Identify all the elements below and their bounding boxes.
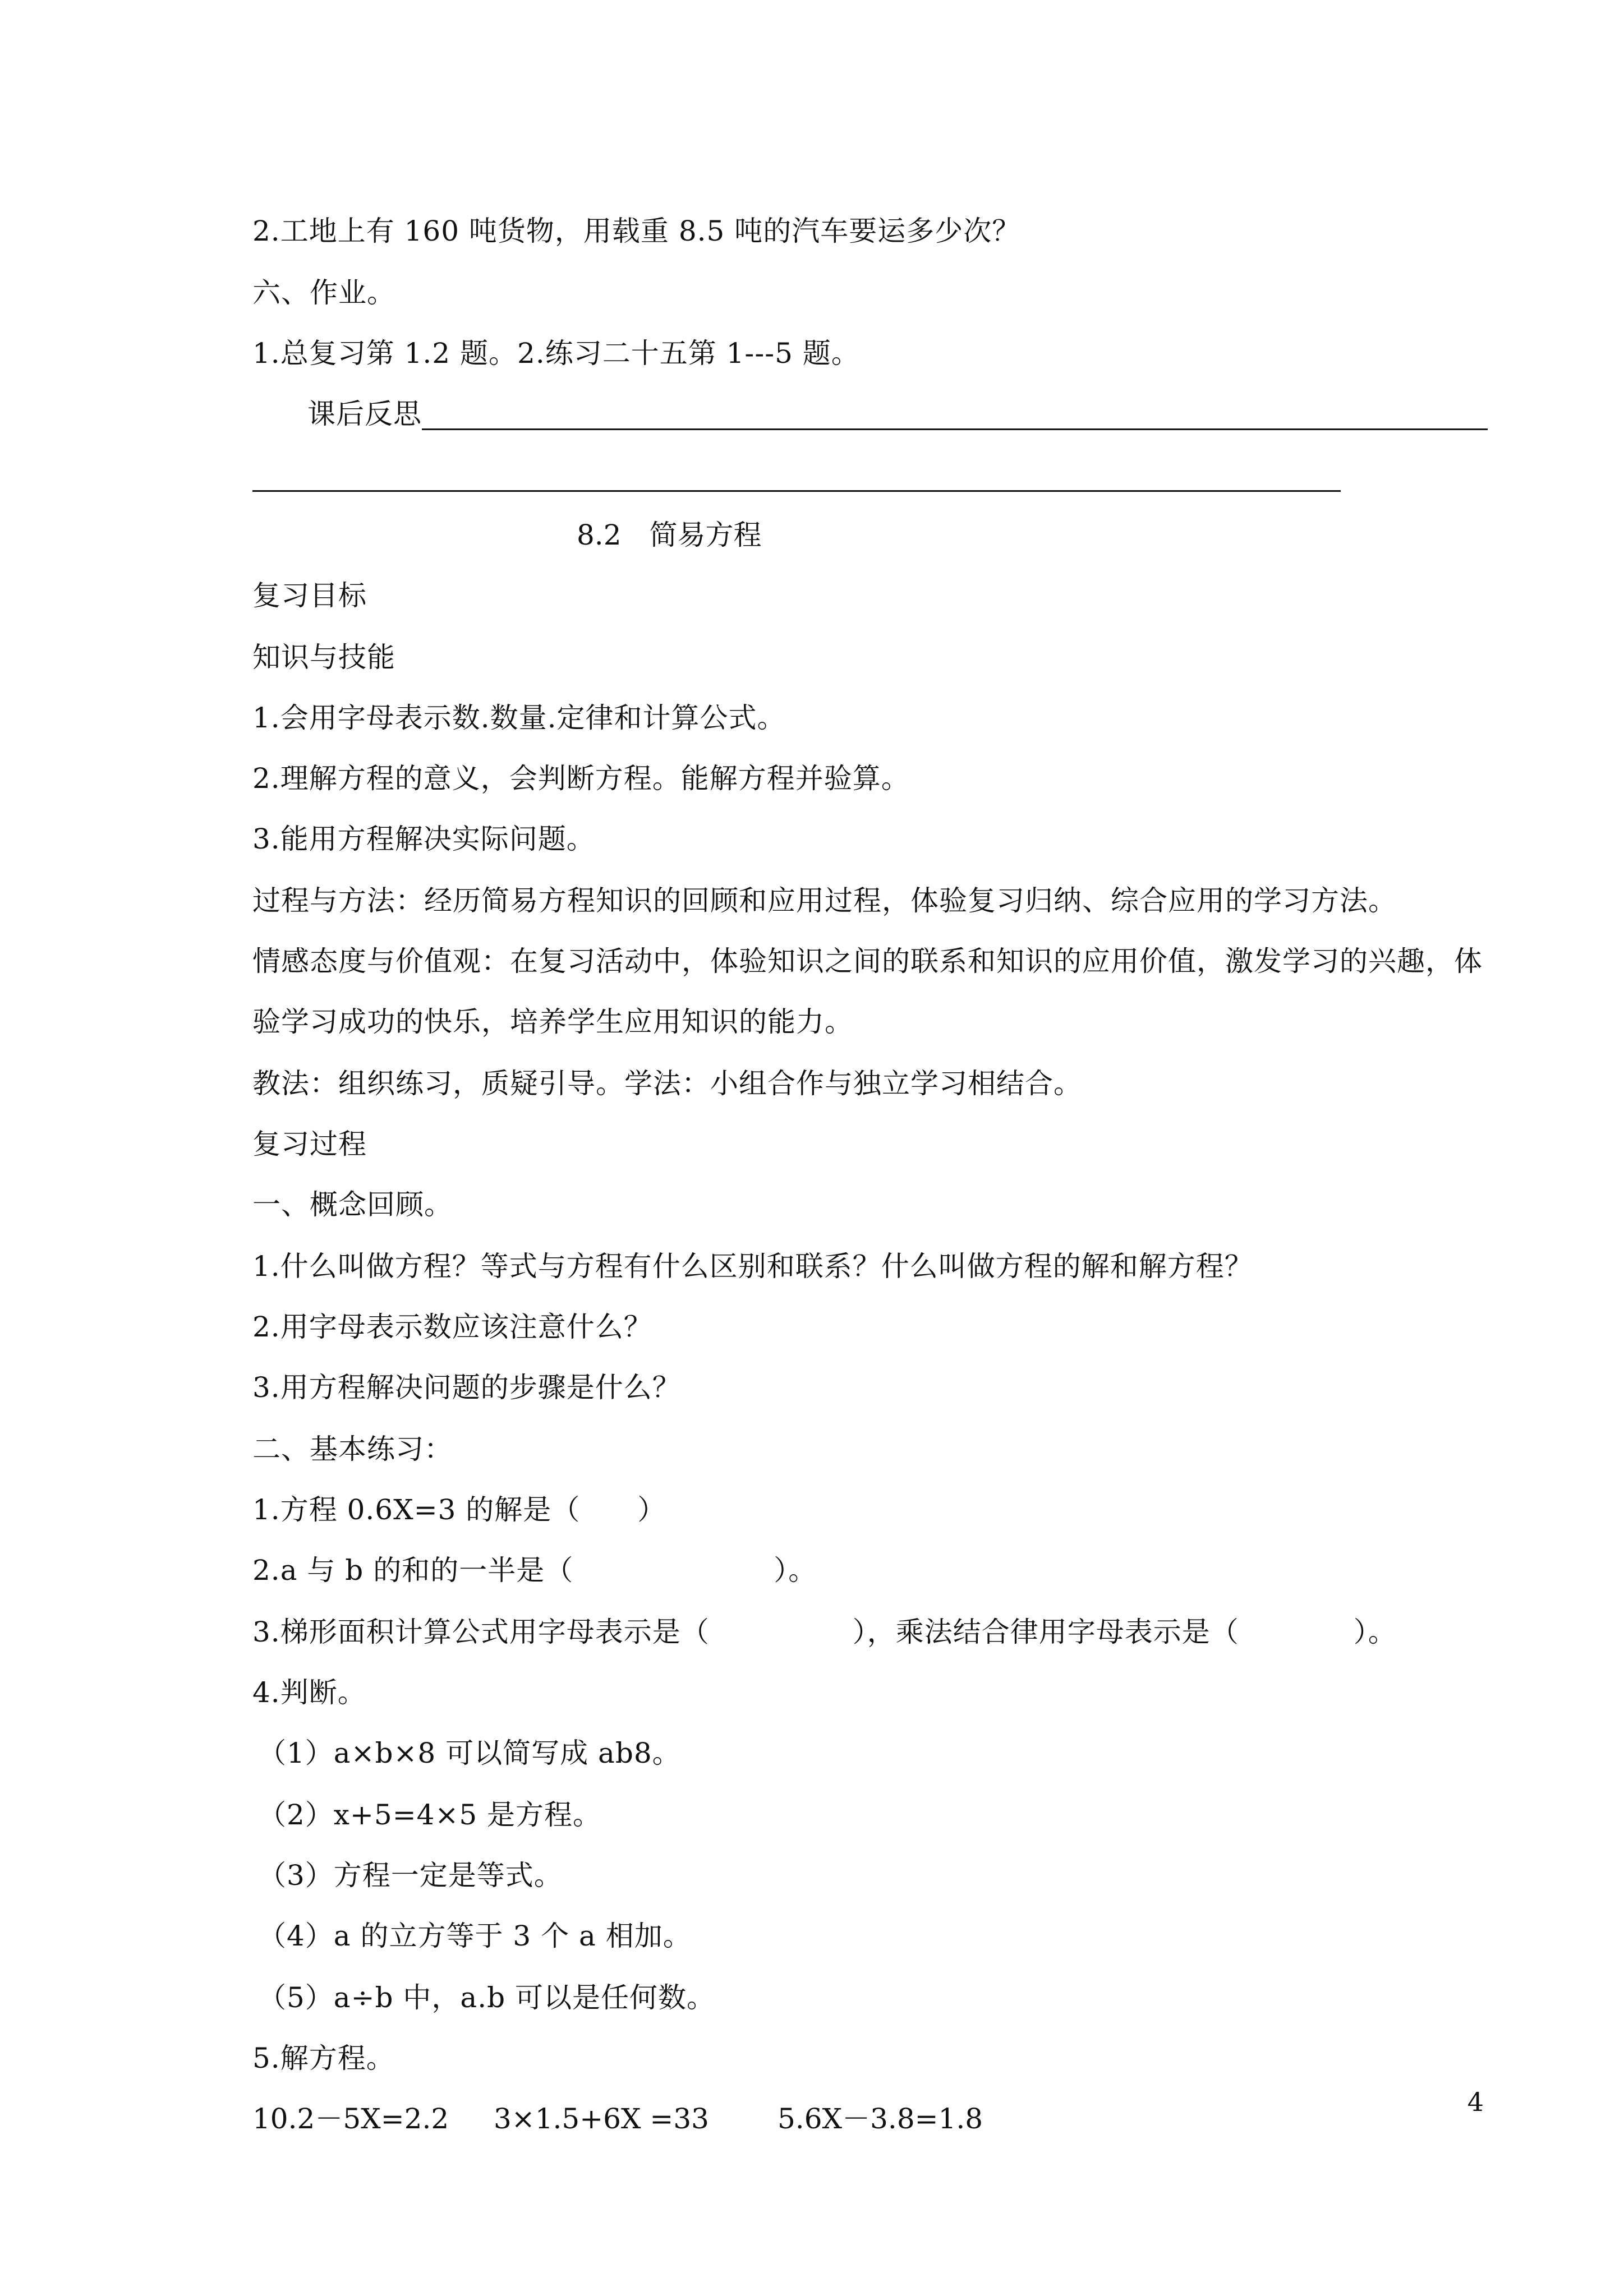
- heading-homework: 六、作业。: [252, 276, 395, 309]
- equation-3: 5.6X－3.8=1.8: [778, 2103, 983, 2135]
- reflection-underline: [422, 428, 1488, 430]
- concept-question-1: 1.什么叫做方程？等式与方程有什么区别和联系？什么叫做方程的解和解方程？: [252, 1250, 1253, 1283]
- goal-item-1: 1.会用字母表示数.数量.定律和计算公式。: [252, 702, 786, 734]
- heading-basic-practice: 二、基本练习：: [252, 1433, 453, 1465]
- goal-item-3: 3.能用方程解决实际问题。: [252, 823, 595, 855]
- practice-item-1: 1.方程 0.6X=3 的解是（ ）: [252, 1493, 666, 1526]
- line-homework-items: 1.总复习第 1.2 题。2.练习二十五第 1---5 题。: [252, 337, 860, 370]
- reflection-label: 课后反思: [307, 398, 422, 430]
- heading-concept-review: 一、概念回顾。: [252, 1188, 453, 1221]
- practice-item-4-heading: 4.判断。: [252, 1676, 366, 1709]
- concept-question-3: 3.用方程解决问题的步骤是什么？: [252, 1371, 681, 1404]
- attitude-line-2: 验学习成功的快乐，培养学生应用知识的能力。: [252, 1006, 853, 1038]
- reflection-underline-2: [252, 490, 1341, 492]
- process-method-line: 过程与方法：经历简易方程知识的回顾和应用过程，体验复习归纳、综合应用的学习方法。: [252, 884, 1397, 917]
- goal-item-2: 2.理解方程的意义，会判断方程。能解方程并验算。: [252, 762, 910, 795]
- judgement-item-5: （5）a÷b 中，a.b 可以是任何数。: [258, 1981, 716, 2014]
- heading-review-process: 复习过程: [252, 1128, 367, 1160]
- heading-review-goals: 复习目标: [252, 579, 367, 612]
- heading-knowledge-skills: 知识与技能: [252, 641, 395, 674]
- equation-2: 3×1.5+6X =33: [494, 2103, 709, 2135]
- attitude-line-1: 情感态度与价值观：在复习活动中，体验知识之间的联系和知识的应用价值，激发学习的兴趣，体: [252, 945, 1483, 978]
- judgement-item-4: （4）a 的立方等于 3 个 a 相加。: [258, 1920, 692, 1952]
- concept-question-2: 2.用字母表示数应该注意什么？: [252, 1311, 652, 1343]
- practice-item-3: 3.梯形面积计算公式用字母表示是（ ），乘法结合律用字母表示是（ ）。: [252, 1616, 1397, 1648]
- section-title: 8.2 简易方程: [577, 519, 762, 551]
- practice-item-2: 2.a 与 b 的和的一半是（ ）。: [252, 1554, 817, 1587]
- teaching-method-line: 教法：组织练习，质疑引导。学法：小组合作与独立学习相结合。: [252, 1067, 1082, 1100]
- practice-item-5-heading: 5.解方程。: [252, 2042, 395, 2074]
- equation-1: 10.2－5X=2.2: [252, 2103, 449, 2135]
- judgement-item-1: （1）a×b×8 可以简写成 ab8。: [258, 1737, 681, 1769]
- judgement-item-2: （2）x+5=4×5 是方程。: [258, 1799, 602, 1831]
- line-transport-question: 2.工地上有 160 吨货物，用载重 8.5 吨的汽车要运多少次？: [252, 215, 1021, 247]
- judgement-item-3: （3）方程一定是等式。: [258, 1859, 563, 1892]
- page-number: 4: [1467, 2087, 1484, 2117]
